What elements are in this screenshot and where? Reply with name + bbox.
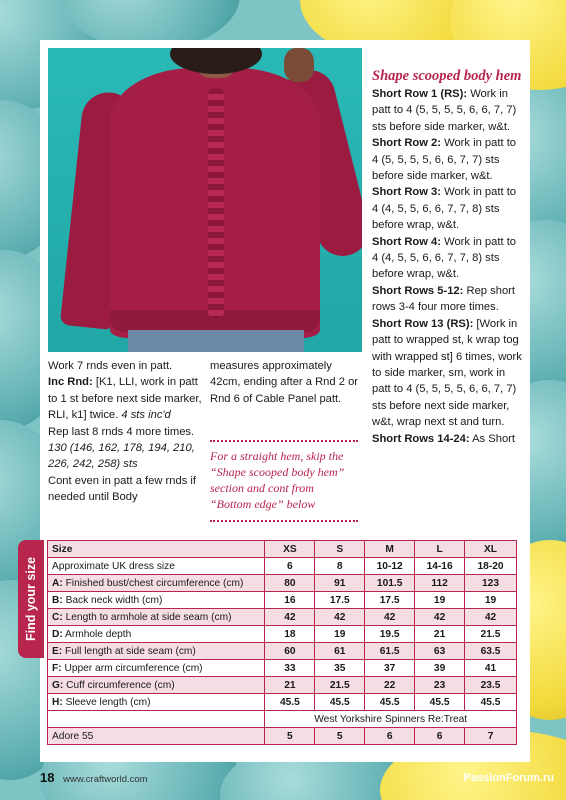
repeat-instruction: Rep last 8 rnds 4 more times. 130 (146, 162, 178, 194, 210, 226, 242, 258) sts <box>48 425 195 471</box>
table-row: H: Sleeve length (cm) 45.5 45.5 45.5 45.5 45.5 <box>48 694 517 711</box>
short-row-13: Short Row 13 (RS): [Work in patt to wrapped st, k wrap tog with wrapped st] 6 times, work to side marker, sm, work in patt to 4 (5, 5, 5, 5, 6, 6, 7, 7) sts before next side marker, w&t, wrap next st and turn. <box>372 317 522 429</box>
inc-round: Inc Rnd: [K1, LLI, work in patt to 1 st before next side marker, RLI, k1] twice. 4 sts inc'd <box>48 376 202 422</box>
table-row: C: Length to armhole at side seam (cm) 42 42 42 42 42 <box>48 609 517 626</box>
short-row-2: Short Row 2: Work in patt to 4 (5, 5, 5, 5, 6, 6, 7, 7) sts before side marker, w&t. <box>372 137 517 183</box>
instructions-column-2 <box>210 358 360 407</box>
measure-instruction: measures approximately 42cm, ending after a Rnd 2 or Rnd 6 of Cable Panel patt. <box>210 360 359 405</box>
table-row: G: Cuff circumference (cm) 21 21.5 22 23 23.5 <box>48 677 517 694</box>
table-row: Approximate UK dress size 6 8 10-12 14-16 18-20 <box>48 558 517 575</box>
page-footer <box>40 770 148 785</box>
watermark: PassionForum.ru <box>463 772 554 784</box>
short-rows-5-12: Short Rows 5-12: Rep short rows 3-4 four more times. <box>372 284 516 314</box>
table-row: B: Back neck width (cm) 16 17.5 17.5 19 19 <box>48 592 517 609</box>
sweater-photo <box>48 48 362 352</box>
instructions-column-3 <box>372 68 524 447</box>
short-row-1: Short Row 1 (RS): Work in patt to 4 (5, 5, 5, 5, 6, 6, 7, 7) sts before side marker, w&t. <box>372 88 517 133</box>
continue-instruction: Cont even in patt a few rnds if needed until Body <box>48 474 197 504</box>
short-row-4: Short Row 4: Work in patt to 4 (4, 5, 5, 6, 6, 7, 7, 8) sts before wrap, w&t. <box>372 235 517 281</box>
short-row-3: Short Row 3: Work in patt to 4 (4, 5, 5, 6, 6, 7, 7, 8) sts before wrap, w&t. <box>372 186 517 232</box>
table-row: A: Finished bust/chest circumference (cm) 80 91 101.5 112 123 <box>48 575 517 592</box>
section-heading: Shape scooped body hem <box>372 68 522 84</box>
table-row: F: Upper arm circumference (cm) 33 35 37 39 41 <box>48 660 517 677</box>
straight-hem-note: For a straight hem, skip the “Shape scooped body hem” section and cont from “Bottom edge” below <box>210 440 358 522</box>
site-link[interactable]: www.craftworld.com <box>63 774 148 785</box>
short-rows-14-24: Short Rows 14-24: As Short <box>372 432 516 445</box>
instruction-line: Work 7 rnds even in patt. <box>48 360 173 372</box>
table-row: D: Armhole depth 18 19 19.5 21 21.5 <box>48 626 517 643</box>
table-row: E: Full length at side seam (cm) 60 61 61.5 63 63.5 <box>48 643 517 660</box>
page-number: 18 <box>40 770 55 785</box>
yarn-heading-row: West Yorkshire Spinners Re:Treat <box>48 711 517 728</box>
size-table <box>47 540 517 745</box>
table-header-row: Size XS S M L XL <box>48 541 517 558</box>
yarn-row: Adore 55 5 5 6 6 7 <box>48 728 517 745</box>
instructions-column-1 <box>48 358 204 506</box>
find-your-size-tab: Find your size <box>18 540 44 658</box>
